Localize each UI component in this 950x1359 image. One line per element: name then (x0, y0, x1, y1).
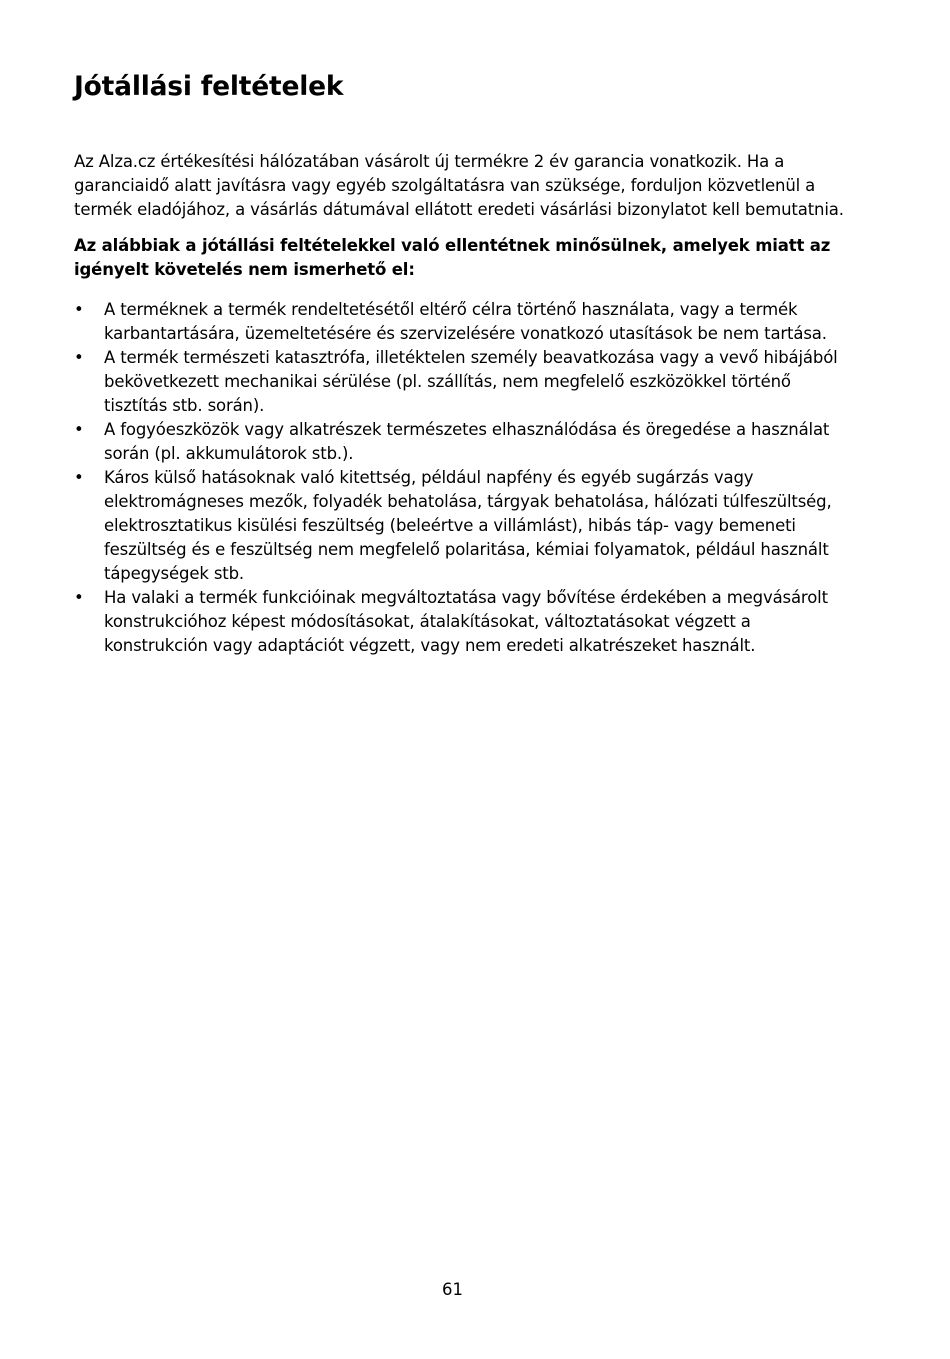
bullet-icon: • (74, 348, 84, 367)
page-number: 61 (442, 1280, 463, 1299)
list-item-text: Káros külső hatásoknak való kitettség, például napfény és egyéb sugárzás vagy elektromágneses mezők, folyadék behatolása, tárgyak behatolása, hálózati túlfeszültség, elektrosztatikus kisülési feszültség (beleértve a villámlást), hibás táp- vagy bemeneti feszültség és e feszültség nem megfelelő polaritása, kémiai folyamatok, például használt tápegységek stb. (104, 468, 832, 583)
exclusions-list (74, 298, 844, 658)
list-item-text: Ha valaki a termék funkcióinak megváltoztatása vagy bővítése érdekében a megvásárolt konstrukcióhoz képest módosításokat, átalakításokat, változtatásokat végzett a konstrukción vagy adaptációt végzett, vagy nem eredeti alkatrészeket használt. (104, 588, 828, 655)
document-page (74, 68, 844, 658)
list-item-text: A termék természeti katasztrófa, illetéktelen személy beavatkozása vagy a vevő hibájából bekövetkezett mechanikai sérülése (pl. szállítás, nem megfelelő eszközökkel történő tisztítás stb. során). (104, 348, 838, 415)
page-title: Jótállási feltételek (74, 71, 344, 102)
intro-paragraph: Az Alza.cz értékesítési hálózatában vásárolt új termékre 2 év garancia vonatkozik. Ha a garanciaidő alatt javításra vagy egyéb szolgáltatásra van szüksége, forduljon közvetlenül a termék eladójához, a vásárlás dátumával ellátott eredeti vásárlási bizonylatot kell bemutatnia. (74, 152, 844, 219)
list-item-text: A terméknek a termék rendeltetésétől eltérő célra történő használata, vagy a termék karbantartására, üzemeltetésére és szervizelésére vonatkozó utasítások be nem tartása. (104, 300, 827, 343)
bullet-icon: • (74, 588, 84, 607)
bullet-icon: • (74, 300, 84, 319)
list-item (74, 586, 844, 658)
conditions-lead: Az alábbiak a jótállási feltételekkel való ellentétnek minősülnek, amelyek miatt az igényelt követelés nem ismerhető el: (74, 236, 831, 279)
bullet-icon: • (74, 468, 84, 487)
list-item (74, 298, 844, 346)
list-item (74, 346, 844, 418)
list-item (74, 418, 844, 466)
list-item (74, 466, 844, 586)
list-item-text: A fogyóeszközök vagy alkatrészek természetes elhasználódása és öregedése a használat során (pl. akkumulátorok stb.). (104, 420, 830, 463)
bullet-icon: • (74, 420, 84, 439)
